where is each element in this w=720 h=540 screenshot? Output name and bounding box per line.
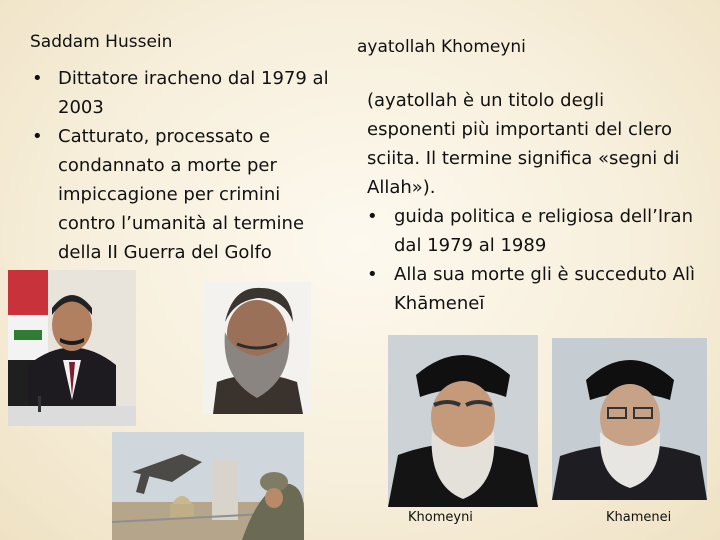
saddam-captured-photo xyxy=(203,282,311,414)
khamenei-photo xyxy=(552,338,707,500)
khomeyni-photo xyxy=(388,335,538,507)
right-bullet: • guida politica e religiosa dell’Iran dal 1979 al 1989 xyxy=(367,202,697,260)
right-bullet-list xyxy=(367,202,697,318)
left-bullet: • Catturato, processato e condannato a morte per impiccagione per crimini contro l’umanità al termine della II Guerra del Golfo xyxy=(30,122,335,267)
khamenei-caption: Khamenei xyxy=(606,510,672,525)
right-text-block xyxy=(367,86,697,318)
left-bullet-list xyxy=(30,64,335,267)
left-bullet: • Dittatore iracheno dal 1979 al 2003 xyxy=(30,64,335,122)
left-title: Saddam Hussein xyxy=(30,32,173,52)
statue-toppling-photo xyxy=(112,432,304,540)
saddam-podium-photo xyxy=(8,270,136,426)
right-bullet: • Alla sua morte gli è succeduto Alì Khāmeneī xyxy=(367,260,697,318)
khomeyni-caption: Khomeyni xyxy=(408,510,473,525)
right-title: ayatollah Khomeyni xyxy=(357,37,526,57)
right-intro: (ayatollah è un titolo degli esponenti più importanti del clero sciita. Il termine significa «segni di Allah»). xyxy=(367,90,680,198)
